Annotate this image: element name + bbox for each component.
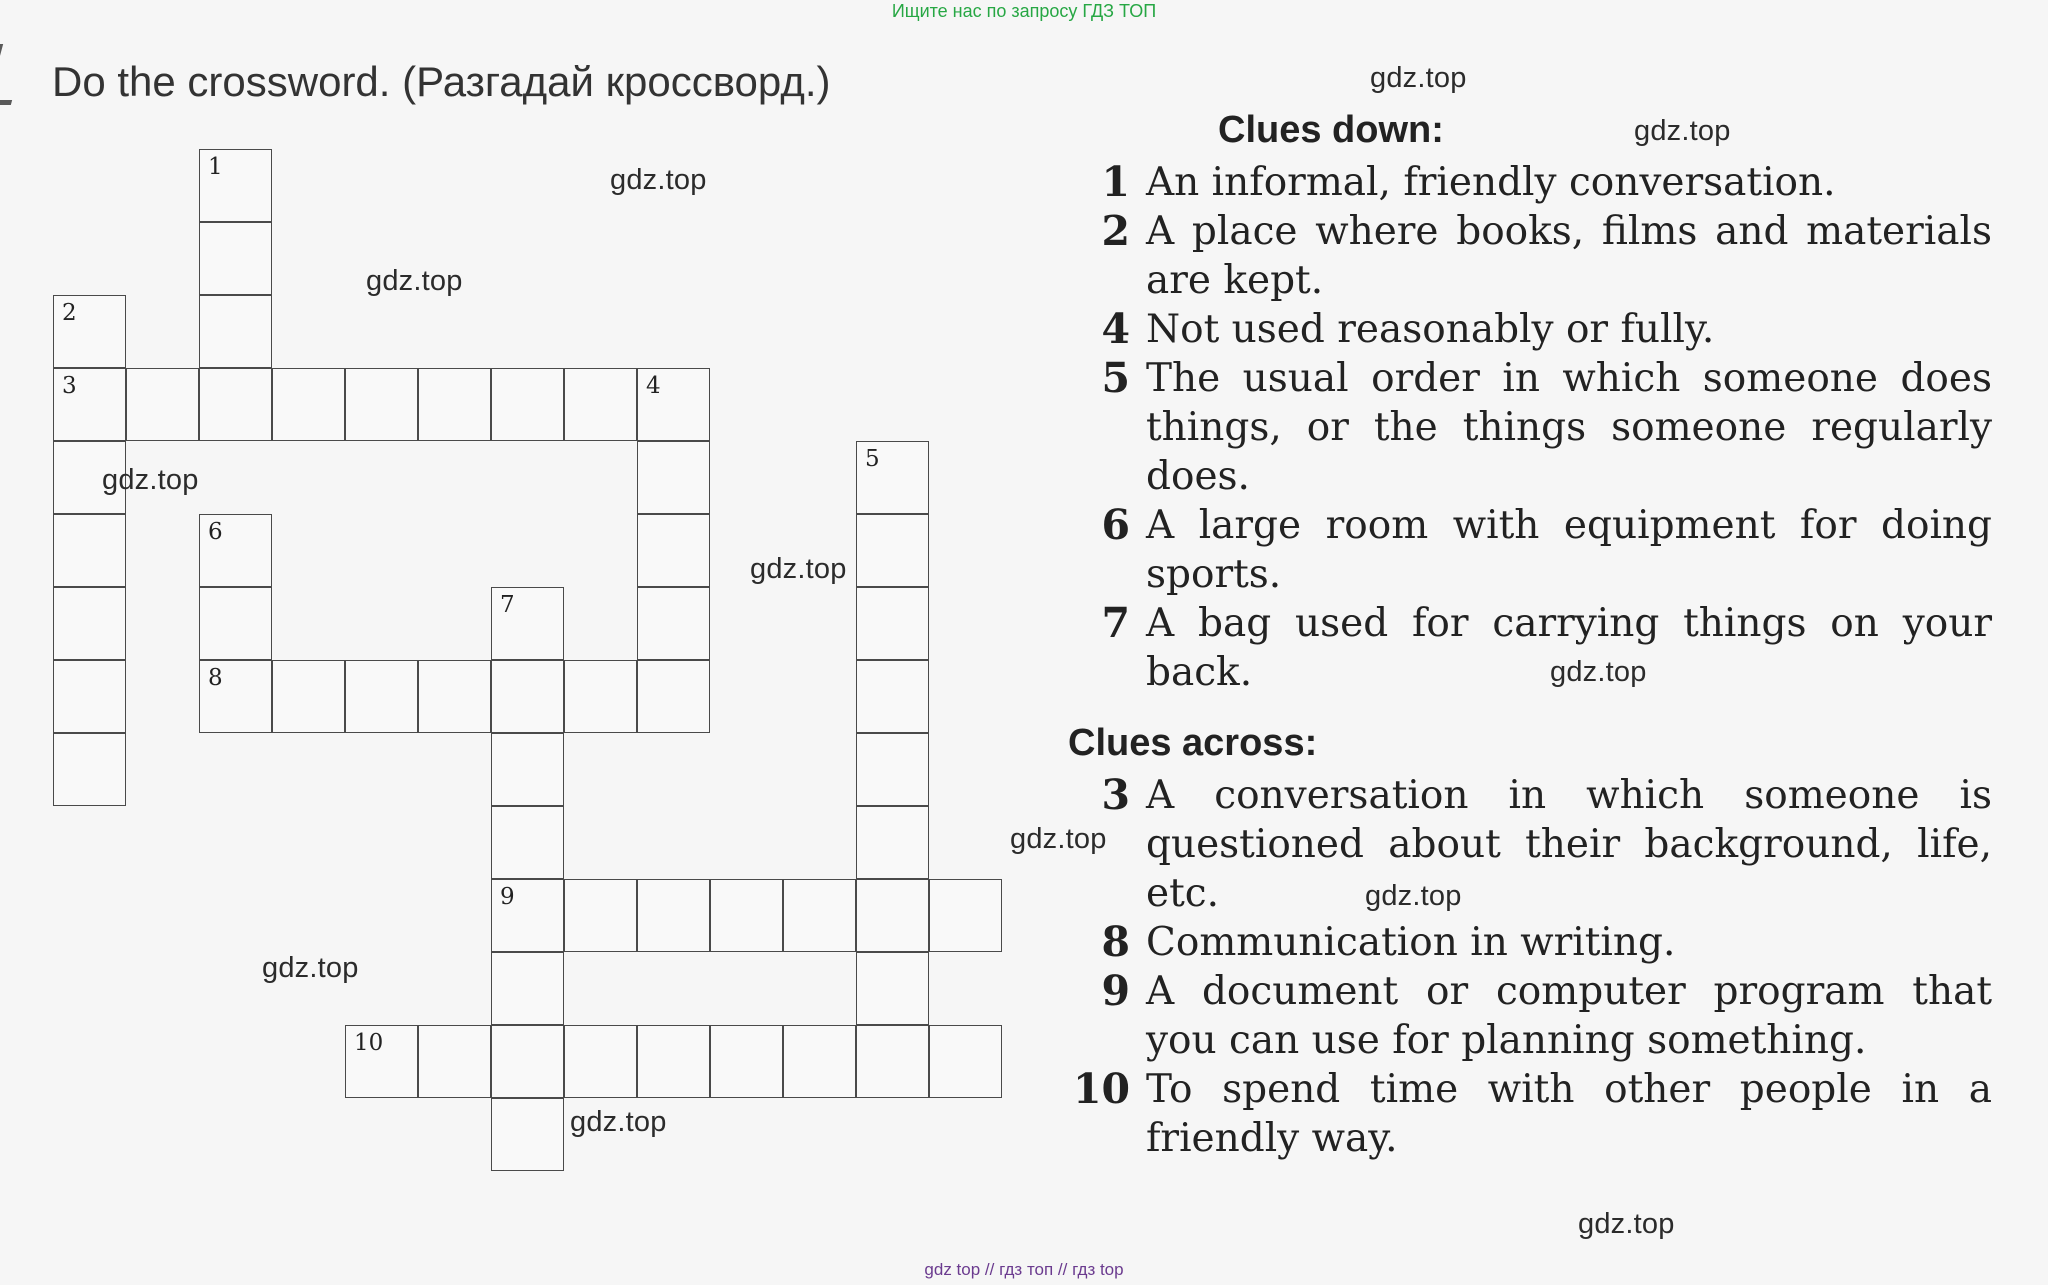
clue-number: 2	[1101, 207, 1130, 255]
clue-down-1	[1068, 158, 1998, 207]
clue-number: 3	[1101, 771, 1130, 819]
watermark: gdz.top	[1634, 115, 1731, 147]
crossword-cell[interactable]	[491, 952, 564, 1025]
watermark: gdz.top	[366, 265, 463, 297]
crossword-cell[interactable]	[418, 1025, 491, 1098]
crossword-grid	[0, 0, 1010, 1185]
watermark: gdz.top	[570, 1106, 667, 1138]
crossword-cell[interactable]	[710, 879, 783, 952]
crossword-cell[interactable]: 10	[345, 1025, 418, 1098]
crossword-cell[interactable]: 4	[637, 368, 710, 441]
clue-number: 10	[1072, 1065, 1130, 1113]
crossword-cell[interactable]: 8	[199, 660, 272, 733]
crossword-cell[interactable]	[856, 1025, 929, 1098]
crossword-cell[interactable]	[564, 879, 637, 952]
clue-across-9	[1068, 967, 1998, 1065]
clue-number: 4	[1101, 305, 1130, 353]
crossword-cell[interactable]: 6	[199, 514, 272, 587]
crossword-cell[interactable]	[199, 587, 272, 660]
clue-down-2	[1068, 207, 1998, 305]
crossword-cell[interactable]: 1	[199, 149, 272, 222]
clues-panel	[1068, 108, 1998, 1163]
crossword-cell[interactable]	[637, 514, 710, 587]
crossword-cell[interactable]: 9	[491, 879, 564, 952]
clue-down-7	[1068, 599, 1998, 697]
crossword-cell[interactable]	[491, 1025, 564, 1098]
bottom-notice: gdz top // гдз топ // гдз top	[924, 1260, 1124, 1279]
crossword-cell[interactable]	[637, 660, 710, 733]
clue-number: 9	[1101, 967, 1130, 1015]
watermark: gdz.top	[610, 164, 707, 196]
watermark: gdz.top	[1550, 656, 1647, 688]
crossword-cell[interactable]	[272, 660, 345, 733]
crossword-cell[interactable]	[199, 295, 272, 368]
clue-number: 1	[1101, 158, 1130, 206]
crossword-cell[interactable]	[856, 514, 929, 587]
crossword-cell[interactable]	[272, 368, 345, 441]
crossword-cell[interactable]	[564, 368, 637, 441]
clue-across-3	[1068, 771, 1998, 918]
watermark: gdz.top	[750, 553, 847, 585]
crossword-cell[interactable]	[856, 587, 929, 660]
crossword-cell[interactable]	[126, 368, 199, 441]
crossword-cell[interactable]	[856, 660, 929, 733]
clue-text: To spend time with other people in a friendly way.	[1146, 1067, 1992, 1161]
crossword-cell[interactable]	[491, 733, 564, 806]
crossword-cell[interactable]	[856, 952, 929, 1025]
task-pencil-icon	[0, 44, 27, 105]
crossword-cell[interactable]	[53, 514, 126, 587]
crossword-cell[interactable]	[491, 806, 564, 879]
crossword-cell[interactable]	[53, 587, 126, 660]
clue-number: 6	[1101, 501, 1130, 549]
crossword-cell[interactable]	[637, 1025, 710, 1098]
crossword-cell[interactable]	[856, 806, 929, 879]
crossword-cell[interactable]: 7	[491, 587, 564, 660]
clue-number: 7	[1101, 599, 1130, 647]
top-notice: Ищите нас по запросу ГДЗ ТОП	[891, 1, 1157, 21]
crossword-cell[interactable]	[491, 368, 564, 441]
clue-text: An informal, friendly conversation.	[1146, 160, 1836, 205]
clue-text: The usual order in which someone does things, or the things someone regularly does.	[1146, 356, 1992, 499]
crossword-cell[interactable]	[564, 1025, 637, 1098]
crossword-cell[interactable]	[929, 879, 1002, 952]
crossword-cell[interactable]	[345, 660, 418, 733]
crossword-cell[interactable]	[564, 660, 637, 733]
clues-across-heading: Clues across:	[1068, 722, 1318, 764]
crossword-cell[interactable]	[53, 660, 126, 733]
crossword-cell[interactable]	[345, 368, 418, 441]
watermark: gdz.top	[1578, 1208, 1675, 1240]
crossword-cell[interactable]	[856, 879, 929, 952]
clue-down-4	[1068, 305, 1998, 354]
clue-text: A conversation in which someone is questioned about their background, life, etc.	[1146, 773, 1992, 916]
crossword-cell[interactable]	[783, 879, 856, 952]
clue-number: 5	[1101, 354, 1130, 402]
clues-down-heading: Clues down:	[1218, 109, 1444, 151]
crossword-cell[interactable]	[199, 222, 272, 295]
clue-text: A document or computer program that you can use for planning something.	[1146, 969, 1992, 1063]
crossword-cell[interactable]	[418, 368, 491, 441]
clue-across-8	[1068, 918, 1998, 967]
crossword-cell[interactable]	[929, 1025, 1002, 1098]
watermark: gdz.top	[1370, 62, 1467, 94]
watermark: gdz.top	[1365, 880, 1462, 912]
clue-number: 8	[1101, 918, 1130, 966]
crossword-cell[interactable]	[637, 587, 710, 660]
clue-down-6	[1068, 501, 1998, 599]
crossword-cell[interactable]	[783, 1025, 856, 1098]
crossword-cell[interactable]	[637, 879, 710, 952]
crossword-cell[interactable]	[710, 1025, 783, 1098]
crossword-cell[interactable]: 5	[856, 441, 929, 514]
watermark: gdz.top	[262, 952, 359, 984]
clue-text: A place where books, films and materials are kept.	[1146, 209, 1992, 303]
crossword-cell[interactable]	[491, 1098, 564, 1171]
crossword-cell[interactable]	[856, 733, 929, 806]
clue-down-5	[1068, 354, 1998, 501]
crossword-cell[interactable]	[491, 660, 564, 733]
clue-text: Not used reasonably or fully.	[1146, 307, 1715, 352]
crossword-cell[interactable]	[418, 660, 491, 733]
watermark: gdz.top	[102, 464, 199, 496]
clue-text: Communication in writing.	[1146, 920, 1676, 965]
crossword-cell[interactable]: 2	[53, 295, 126, 368]
clue-text: A bag used for carrying things on your back.	[1146, 601, 1992, 695]
crossword-cell[interactable]: 3	[53, 368, 126, 441]
crossword-cell[interactable]	[199, 368, 272, 441]
clue-across-10	[1068, 1065, 1998, 1163]
watermark: gdz.top	[1010, 823, 1107, 855]
exercise-title: Do the crossword. (Разгадай кроссворд.)	[52, 58, 831, 105]
crossword-cell[interactable]	[637, 441, 710, 514]
clue-text: A large room with equipment for doing sports.	[1146, 503, 1992, 597]
crossword-cell[interactable]	[53, 733, 126, 806]
